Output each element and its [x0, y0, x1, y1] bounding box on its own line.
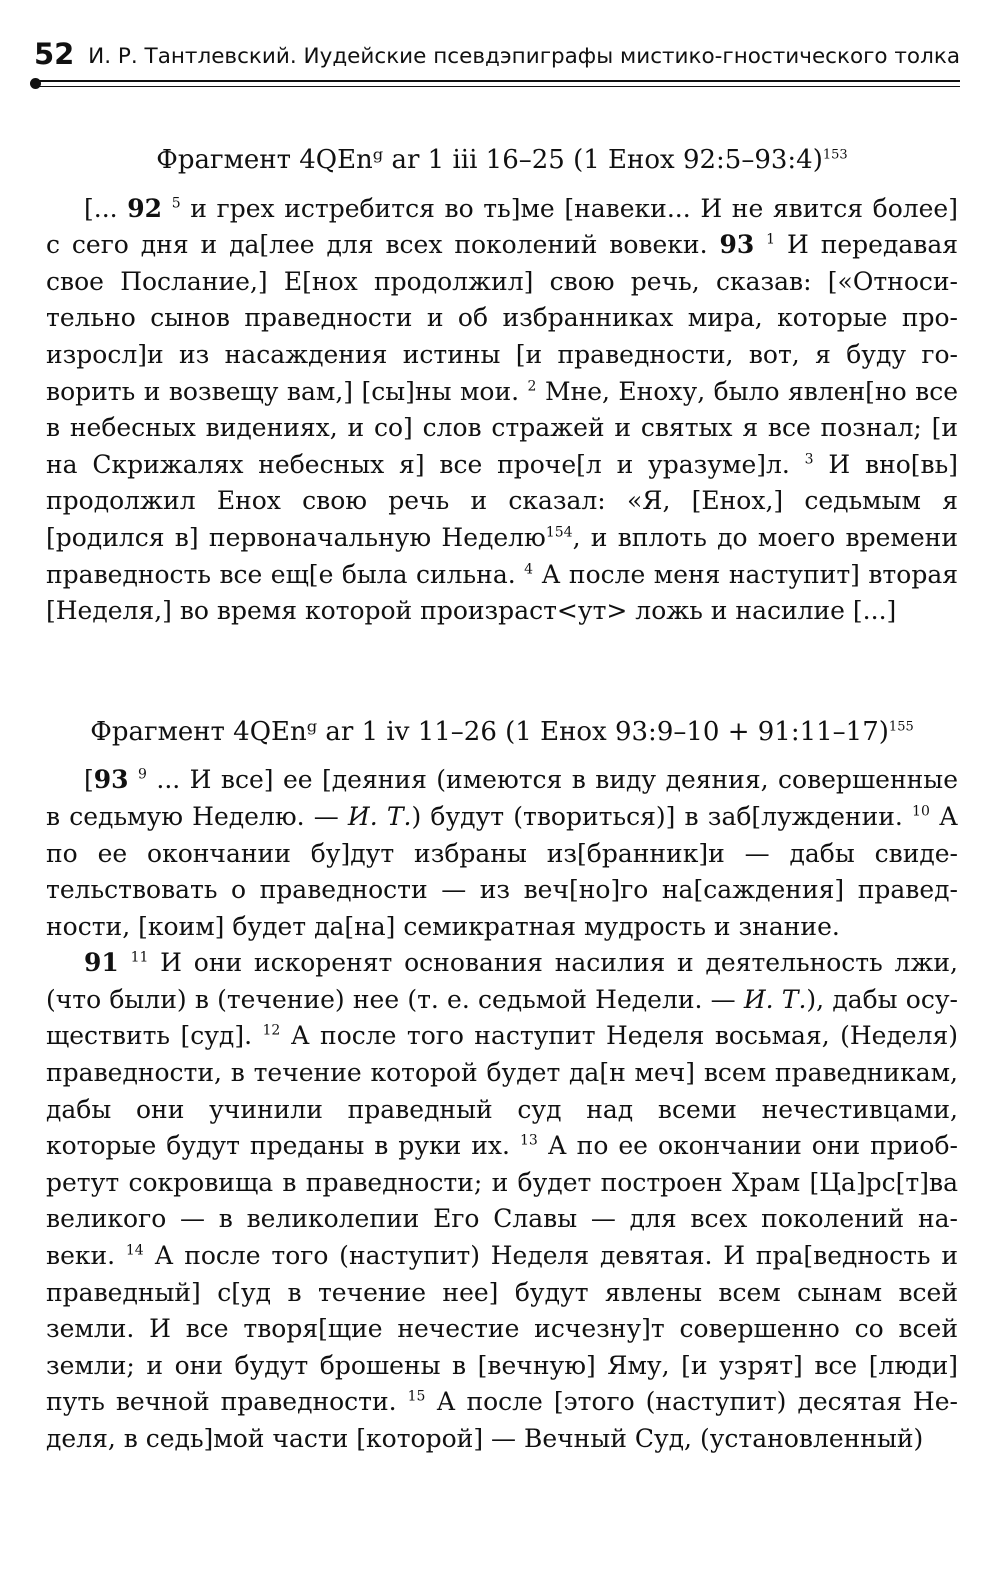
chapter-number: 93: [719, 230, 755, 260]
author-initials: И. Т.: [347, 801, 412, 831]
paragraph: [93 $^9$ ... И все] ее [деяния (имеются в виду деяния, совершенные в седьмую Неделю. — И. Т.) будут (твориться)] в заб[луждении. $^{10}$ А по ее окончании бу]дут избраны из[бранник]и — дабы свидетельствовать о праведности — из веч[но]го на[саждения] праведности, [коим] будет да[на] семикратная мудрость и знание.: [46, 765, 958, 941]
page-body: [46, 142, 958, 1458]
verse-number: 5: [171, 195, 181, 212]
header-rule-dot: [30, 78, 41, 89]
verse-number: 9: [138, 766, 147, 783]
footnote-ref: 154: [545, 524, 573, 541]
verse-number: 13: [519, 1132, 538, 1149]
paragraph: 91 $^{11}$ И они искоренят основания насилия и деятельность лжи, (что были) в (течение) нее (т. е. седьмой Недели. — И. Т.), дабы осуществить [суд]. $^{12}$ А после того наступит Неделя восьмая, (Неделя) праведности, в течение которой будет да[н меч] всем праведникам, дабы они учинили праведный суд над всеми нечестивцами, которые будут преданы в руки их. $^{13}$ А по ее окончании они приобретут сокровища в праведности; и будет построен Храм [Ца]рс[т]ва великого — в великолепии Его Славы — для всех поколений навеки. $^{14}$ А после того (наступит) Неделя девятая. И пра[ведность и праведный] с[уд в течение нее] будут явлены всем сынам всей земли. И все творя[щие нечестие исчезну]т совершенно со всей земли; и они будут брошены в [вечную] Яму, [и узрят] все [люди] путь вечной праведности. $^{15}$ А после [этого (наступит) десятая Неделя, в седь]мой части [которой] — Вечный Суд, (установленный): [46, 948, 959, 1453]
header-rule-thin: [34, 86, 960, 87]
paragraph: [... 92 $^5$ и грех истребится во ть]ме [навеки... И не явится более] с сего дня и да[лее для всех поколений вовеки. 93 $^1$ И передавая свое Послание,] Е[нох продолжил] свою речь, сказав: [«Относительно сынов праведности и об избранниках мира, которые произросл]и из насаждения истины [и праведности, вот, я буду говорить и возвещу вам,] [сы]ны мои. $^2$ Мне, Еноху, было явлен[но все в небесных видениях, и со] слов стражей и святых я все познал; [и на Скрижалях небесных я] все проче[л и уразуме]л. $^3$ И вно[вь] продолжил Енох свою речь и сказал: «Я, [Енох,] седьмым я [родился в] первоначальную Неделю$^{154}$, и вплоть до моего времени праведность все ещ[е была сильна. $^4$ А после меня наступит] вторая [Неделя,] во время которой произраст<ут> ложь и насилие [...]: [46, 193, 959, 626]
verse-number: 11: [130, 949, 149, 966]
verse-number: 4: [524, 561, 534, 578]
fragment-title: Фрагмент 4QEnᵍ ar 1 iii 16–25 (1 Енох 92:5–93:4)$^{153}$: [156, 145, 848, 175]
chapter-number: 93: [93, 765, 129, 795]
page-header: [30, 30, 960, 90]
running-head: И. Р. Тантлевский. Иудейские псевдэпиграфы мистико-гностического толка: [88, 44, 960, 69]
chapter-number: 92: [127, 193, 163, 223]
footnote-ref: 155: [888, 719, 914, 735]
author-initials: И. Т.: [743, 984, 807, 1014]
verse-number: 12: [262, 1023, 281, 1040]
verse-number: 14: [125, 1242, 144, 1259]
verse-number: 10: [912, 803, 930, 820]
page-number: 52: [34, 37, 75, 71]
verse-number: 15: [407, 1389, 426, 1406]
footnote-ref: 153: [822, 147, 848, 163]
chapter-number: 91: [84, 948, 119, 978]
verse-number: 3: [804, 451, 814, 468]
verse-number: 2: [527, 378, 537, 395]
fragment-title: Фрагмент 4QEnᵍ ar 1 iv 11–26 (1 Енох 93:9–10 + 91:11–17)$^{155}$: [90, 716, 914, 747]
header-rule: [34, 80, 960, 82]
verse-number: 1: [766, 231, 776, 248]
